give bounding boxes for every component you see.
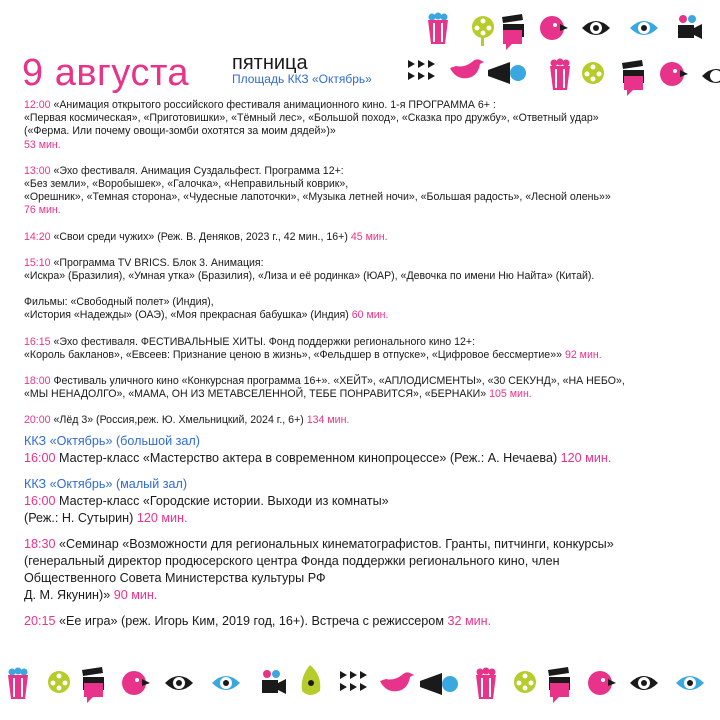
film-reel-icon [48, 671, 70, 693]
bird-head-icon [122, 671, 150, 695]
megaphone-icon [488, 62, 526, 84]
twitter-bird-icon [380, 672, 414, 691]
hall-venue: ККЗ «Октябрь» (большой зал) [24, 433, 200, 448]
entry-time: 13:00 [24, 164, 51, 177]
eye-icon [582, 21, 610, 35]
entry-title: «Эхо фестиваля. ФЕСТИВАЛЬНЫЕ ХИТЫ. Фонд поддержки регионального кино 12+: [53, 335, 476, 348]
entry-time: 12:00 [24, 99, 51, 111]
entry-title: «Свои среди чужих» (Реж. В. Деняков, 2023 г., 42 мин., 16+) [53, 230, 348, 243]
popcorn-icon [428, 13, 448, 45]
entry-text: («Ферма. Или почему овощи-зомби охотятся за моим дядей»)» [24, 125, 336, 138]
eye-icon [676, 676, 704, 690]
chat-bubble-icon [624, 76, 643, 96]
entry-text: «Без земли», «Воробышек», «Галочка», «Неправильный коврик», [24, 178, 349, 191]
entry-duration: 92 мин. [564, 348, 602, 361]
schedule-entry-1420 [24, 231, 704, 244]
bird-head-icon [302, 665, 321, 695]
schedule-entry-1300 [24, 165, 704, 218]
schedule-entry-1800 [24, 375, 704, 401]
venue-label: Площадь ККЗ «Октябрь» [232, 72, 372, 86]
film-reel-icon [514, 671, 536, 693]
entry-duration: 45 мин. [350, 230, 388, 243]
bottom-icon-frieze [0, 655, 720, 720]
entry-title: «Анимация открытого российского фестиваля анимационного кино. 1-я ПРОГРАММА 6+ : [53, 99, 496, 111]
twitter-bird-icon [450, 59, 484, 78]
entry-duration: 53 мин. [24, 138, 61, 151]
entry-text: «Орешник», «Темная сторона», «Чудесные лапоточки», «Музыка летней ночи», «Большая радость», «Лесной олень»» [24, 191, 611, 204]
entry-duration: 76 мин. [24, 204, 61, 217]
entry-text: Д. М. Якунин)» [24, 587, 111, 602]
entry-text: «Искра» (Бразилия), «Умная утка» (Бразилия), «Лиза и её родинка» (ЮАР), «Девочка по имени Ню Найта» (Китай). [24, 270, 595, 283]
seminar-entry [24, 536, 704, 604]
chat-bubble-icon [84, 683, 103, 703]
entry-text: «История «Надежды» (ОАЭ), «Моя прекрасная бабушка» (Индия) [24, 309, 349, 322]
film-entry-2015 [24, 613, 704, 630]
entry-time: 14:20 [24, 230, 51, 243]
entry-title: «Программа TV BRICS. Блок 3. Анимация: [53, 256, 264, 269]
hall-small-entry [24, 476, 704, 527]
entry-text: «Первая космическая», «Приготовишки», «Тёмный лес», «Большой поход», «Сказка про дружбу», «Ответный удар» [24, 112, 599, 125]
entry-duration: 105 мин. [489, 388, 532, 401]
entry-duration: 90 мин. [113, 587, 158, 602]
entry-title: «Эхо фестиваля. Анимация Суздальфест. Программа 12+: [53, 164, 344, 177]
weekday-label: пятница [232, 52, 308, 74]
play-arrows-icon [340, 671, 367, 691]
camera-icon [262, 670, 286, 694]
chat-bubble-icon [550, 683, 569, 703]
entry-duration: 60 мин. [351, 309, 389, 322]
entry-time: 16:00 [24, 493, 56, 508]
entry-text: «МЫ НЕНАДОЛГО», «МАМА, ОН ИЗ МЕТАВСЕЛЕННОЙ, ТЕБЕ ПОНРАВИТСЯ», «БЕРНАКИ» [24, 388, 487, 401]
entry-time: 20:15 [24, 613, 56, 628]
schedule-entry-1615 [24, 336, 704, 362]
eye-icon [165, 676, 193, 690]
camera-icon [678, 15, 702, 39]
chat-bubble-icon [503, 30, 522, 50]
entry-text: «Король бакланов», «Евсеев: Признание ценою в жизнь», «Фельдшер в отпуске», «Цифровое бессмертие»» [24, 348, 562, 361]
popcorn-icon [476, 668, 496, 700]
entry-time: 15:10 [24, 256, 51, 269]
play-arrows-icon [408, 60, 435, 80]
schedule-entry-1200 [24, 99, 704, 152]
entry-title: Фестиваль уличного кино «Конкурсная программа 16+». «ХЕЙТ», «АПЛОДИСМЕНТЫ», «30 СЕКУНД», «НА НЕБО», [53, 375, 625, 388]
entry-time: 20:00 [24, 414, 51, 427]
page-title: 9 августа [22, 52, 190, 94]
entry-duration: 120 мин. [560, 450, 612, 465]
entry-text: Фильмы: «Свободный полет» (Индия), [24, 296, 214, 309]
bird-head-icon [588, 671, 616, 695]
entry-title: «Семинар «Возможности для региональных кинематографистов. Гранты, питчинги, конкурсы» [59, 536, 614, 551]
entry-text: (генеральный директор продюсерского центра Фонда поддержки регионального кино, член [24, 553, 560, 568]
entry-time: 16:15 [24, 335, 51, 348]
eye-icon [630, 21, 658, 35]
hall-big-entry [24, 433, 704, 467]
schedule [24, 99, 704, 630]
bird-head-icon [540, 16, 568, 40]
entry-text: Общественного Совета Министерства культуры РФ [24, 570, 326, 585]
eye-icon [212, 676, 240, 690]
entry-title: Мастер-класс «Мастерство актера в современном кинопроцессе» (Реж.: А. Нечаева) [59, 450, 558, 465]
film-reel-icon [582, 62, 604, 84]
hall-venue: ККЗ «Октябрь» (малый зал) [24, 476, 188, 491]
entry-duration: 134 мин. [306, 414, 350, 427]
entry-text: (Реж.: Н. Сутырин) [24, 510, 134, 525]
schedule-entry-1510 [24, 257, 704, 323]
popcorn-icon [8, 668, 28, 700]
top-icon-frieze [0, 0, 720, 110]
megaphone-icon [420, 673, 458, 695]
entry-title: «Лёд 3» (Россия,реж. Ю. Хмельницкий, 2024 г., 6+) [53, 414, 304, 427]
entry-title: Мастер-класс «Городские истории. Выходи из комнаты» [59, 493, 389, 508]
bird-head-icon [660, 62, 688, 86]
entry-time: 16:00 [24, 450, 56, 465]
entry-duration: 120 мин. [136, 510, 188, 525]
popcorn-icon [550, 59, 570, 91]
film-reel-icon [472, 16, 494, 46]
entry-duration: 32 мин. [447, 613, 492, 628]
entry-time: 18:00 [24, 375, 51, 388]
entry-time: 18:30 [24, 536, 56, 551]
eye-icon [630, 676, 658, 690]
schedule-entry-2000 [24, 414, 704, 427]
entry-title: «Ее игра» (реж. Игорь Ким, 2019 год, 16+). Встреча с режиссером [59, 613, 444, 628]
eye-icon [702, 69, 720, 83]
